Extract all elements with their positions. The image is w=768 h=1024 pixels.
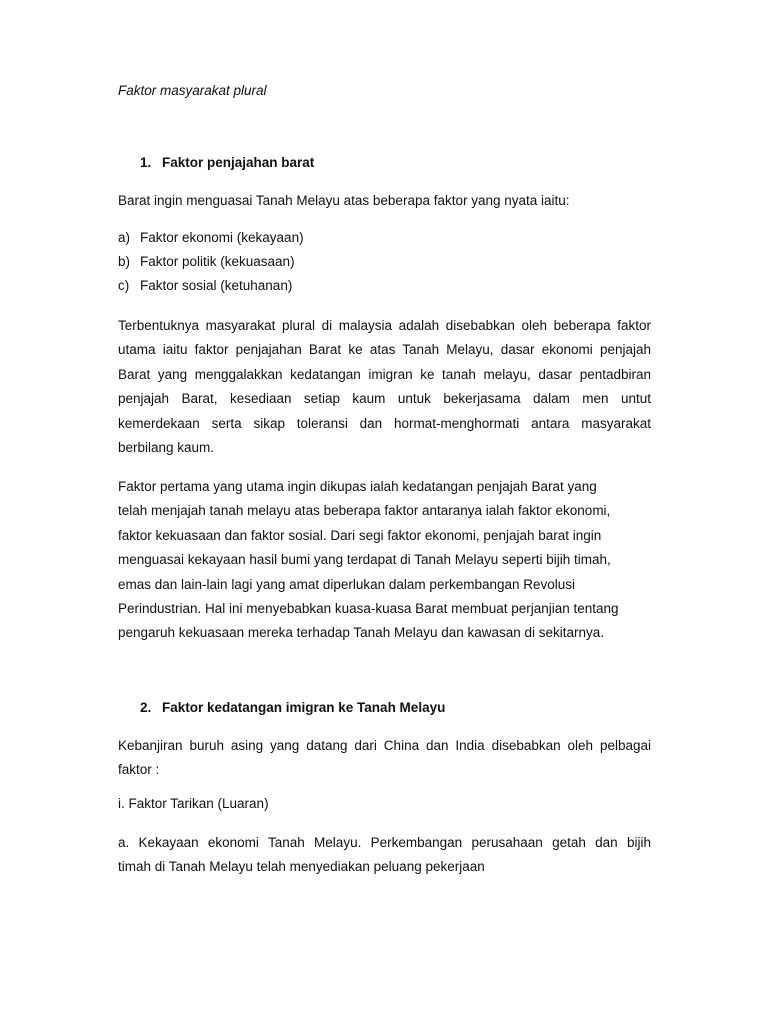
paragraph-line: timah di Tanah Melayu telah menyediakan peluang pekerjaan (118, 859, 485, 875)
list-item (118, 230, 304, 245)
paragraph-line: kemerdekaan serta sikap toleransi dan hormat-menghormati antara masyarakat (118, 415, 651, 431)
paragraph-line: menguasai kekayaan hasil bumi yang terdapat di Tanah Melayu seperti bijih timah, (118, 552, 611, 568)
paragraph-line: Terbentuknya masyarakat plural di malaysia adalah disebabkan oleh beberapa faktor (118, 318, 651, 333)
section-1-paragraph-2 (118, 475, 651, 646)
list-marker: a) (118, 230, 131, 245)
section-1-intro: Barat ingin menguasai Tanah Melayu atas beberapa faktor yang nyata iaitu: (118, 193, 570, 208)
paragraph-line: berbilang kaum. (118, 439, 215, 455)
section-2-number: 2. (140, 700, 152, 715)
section-2-subheading: i. Faktor Tarikan (Luaran) (118, 796, 269, 811)
paragraph-line: a. Kekayaan ekonomi Tanah Melayu. Perkembangan perusahaan getah dan bijih (118, 835, 651, 850)
list-marker: b) (118, 254, 131, 269)
paragraph-line: Barat yang menggalakkan kedatangan imigran ke tanah melayu, dasar pentadbiran (118, 366, 651, 382)
section-1-paragraph-1 (118, 314, 651, 460)
document-title: Faktor masyarakat plural (118, 83, 267, 98)
paragraph-line: faktor : (118, 762, 160, 778)
section-1-number: 1. (140, 155, 152, 170)
list-item (118, 254, 295, 269)
list-item (118, 278, 292, 293)
list-item-text: Faktor politik (kekuasaan) (140, 254, 295, 269)
paragraph-line: Faktor pertama yang utama ingin dikupas ialah kedatangan penjajah Barat yang (118, 479, 597, 494)
paragraph-line: utama iaitu faktor penjajahan Barat ke atas Tanah Melayu, dasar ekonomi penjajah (118, 342, 651, 358)
paragraph-line: Kebanjiran buruh asing yang datang dari China dan India disebabkan oleh pelbagai (118, 738, 651, 753)
paragraph-line: telah menjajah tanah melayu atas beberapa faktor antaranya ialah faktor ekonomi, (118, 503, 611, 519)
section-2-paragraph-1 (118, 734, 651, 783)
paragraph-line: Perindustrian. Hal ini menyebabkan kuasa-kuasa Barat membuat perjanjian tentang (118, 600, 619, 616)
section-2-paragraph-2 (118, 831, 651, 880)
section-1-title: Faktor penjajahan barat (162, 155, 315, 170)
paragraph-line: pengaruh kekuasaan mereka terhadap Tanah Melayu dan kawasan di sekitarnya. (118, 625, 605, 641)
section-2-heading (140, 700, 445, 715)
list-item-text: Faktor ekonomi (kekayaan) (140, 230, 304, 245)
paragraph-line: penjajah Barat, kesediaan setiap kaum untuk bekerjasama dalam men untut (118, 391, 651, 407)
paragraph-line: faktor kekuasaan dan faktor sosial. Dari segi faktor ekonomi, penjajah barat ingin (118, 527, 602, 543)
paragraph-line: emas dan lain-lain lagi yang amat diperlukan dalam perkembangan Revolusi (118, 576, 576, 592)
section-1-heading (140, 155, 314, 170)
list-item-text: Faktor sosial (ketuhanan) (140, 278, 293, 293)
list-marker: c) (118, 278, 130, 293)
section-2-title: Faktor kedatangan imigran ke Tanah Melayu (162, 700, 446, 715)
